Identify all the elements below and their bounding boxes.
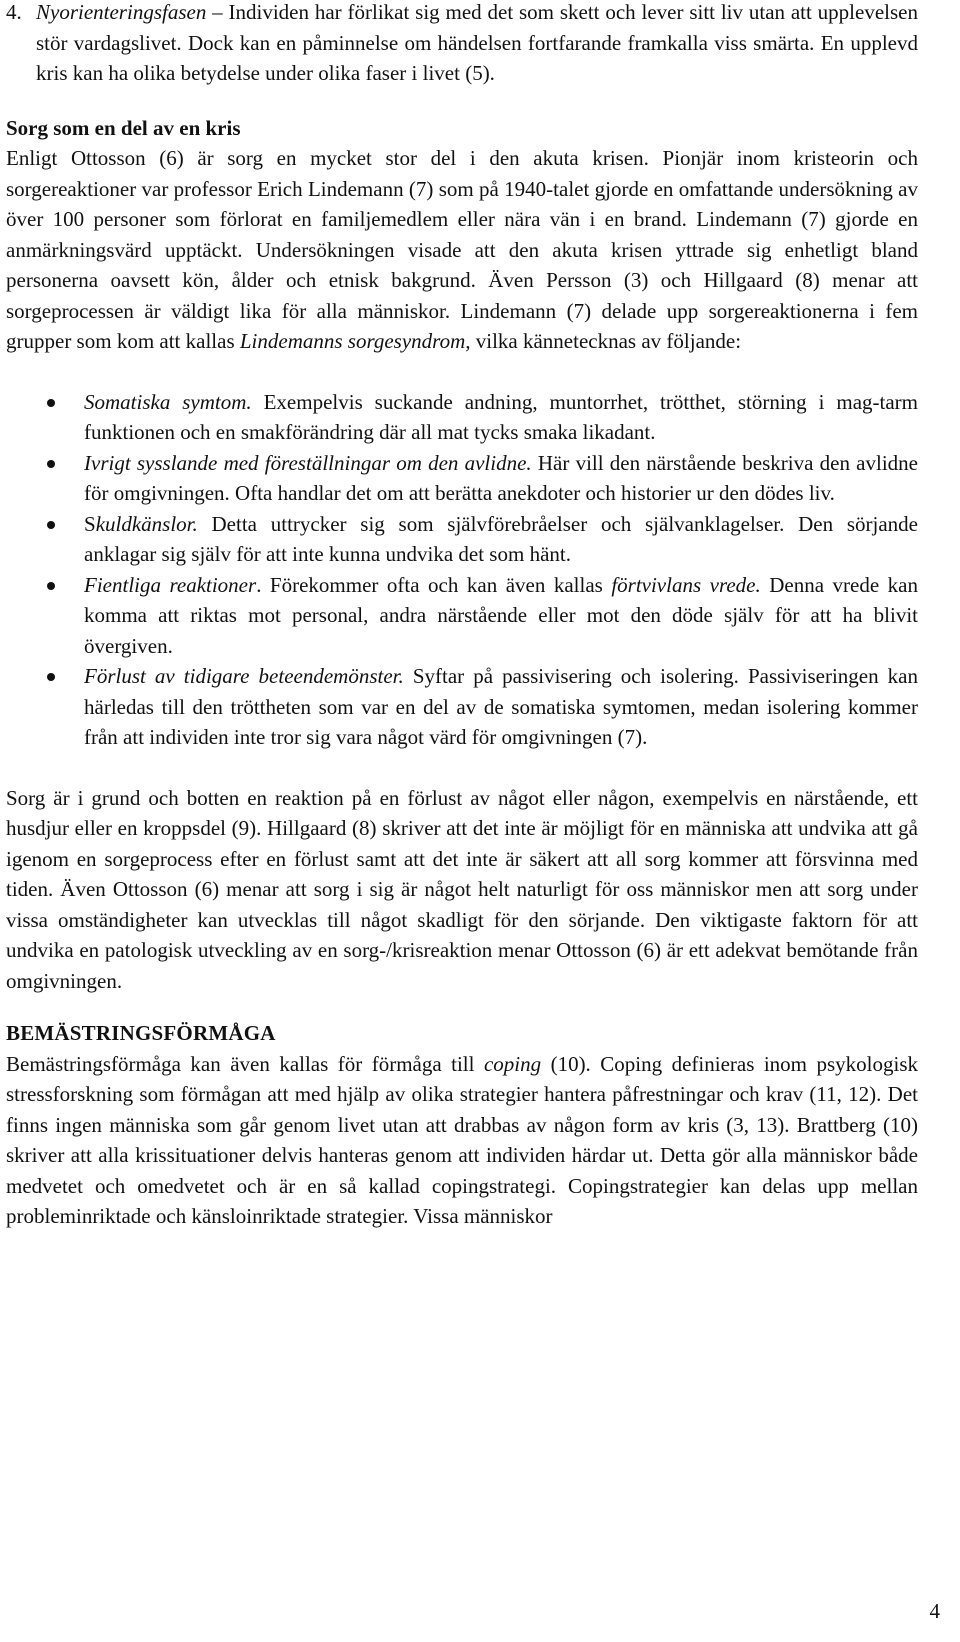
section-heading-sorrow: Sorg som en del av en kris: [6, 115, 241, 140]
paragraph-coping: [6, 1049, 918, 1232]
bullet-icon: [47, 673, 55, 681]
list-item: [6, 509, 918, 570]
section-heading-coping: BEMÄSTRINGSFÖRMÅGA: [6, 1021, 276, 1045]
phase-description: – Individen har förlikat sig med det som skett och lever sitt liv utan att upplevelsen stör vardagslivet. Dock kan en påminnelse om händelsen fortfarande framkalla viss smärta. En upplevd kris kan ha olika betydelse under olika faser i livet (5).: [36, 0, 918, 85]
phase-list-item: [6, 0, 918, 89]
paragraph-coping-start: Bemästringsförmåga kan även kallas för förmåga till: [6, 1051, 484, 1076]
bullet-text: Detta uttrycker sig som självförebråelser och självanklagelser. Den sörjande anklagar sig själv för att inte kunna undvika det som hänt.: [84, 511, 918, 566]
coping-term: coping: [483, 1051, 542, 1076]
bullet-text: Syftar på passivisering och isolering. Passiviseringen kan härledas till den tröttheten som var en del av de somatiska symtomen, medan isolering kommer från att individen inte tror sig vara något värd för omgivningen (7).: [84, 664, 918, 749]
bullet-lead: Somatiska symtom.: [84, 389, 252, 414]
page-number: 4: [929, 1599, 940, 1623]
list-number: 4.: [6, 0, 22, 24]
bullet-icon: [47, 399, 55, 407]
bullet-icon: [47, 582, 55, 590]
bullet-text: Exempelvis suckande andning, muntorrhet, trötthet, störning i mag-tarm funktionen och en smakförändring där all mat tycks smaka likadant.: [84, 389, 918, 444]
bullet-lead: Fientliga reaktioner: [84, 572, 257, 597]
paragraph-lindemann-end: vilka kännetecknas av följande:: [470, 329, 742, 353]
bullet-icon: [47, 521, 55, 529]
phase-term: Nyorienteringsfasen: [36, 0, 207, 24]
bullet-lead: Ivrigt sysslande med föreställningar om den avlidne.: [84, 450, 532, 475]
bullet-italic-term: förtvivlans vrede.: [611, 572, 761, 597]
bullet-lead-initial: S: [84, 511, 96, 536]
bullet-lead: kuldkänslor.: [95, 511, 198, 536]
bullet-icon: [47, 460, 55, 468]
paragraph-lindemann-text: Enligt Ottosson (6) är sorg en mycket stor del i den akuta krisen. Pionjär inom kristeorin och sorgereaktioner var professor Erich Lindemann (7) som på 1940-talet gjorde en omfattande undersökning av över 100 personer som förlorat en familjemedlem eller nära vän i en brand. Lindemann (7) gjorde en anmärkningsvärd upptäckt. Undersökningen visade att den akuta krisen yttrade sig enhetligt bland personerna oavsett kön, ålder och etnisk bakgrund. Även Persson (3) och Hillgaard (8) menar att sorgeprocessen är väldigt lika för alla människor. Lindemann (7) delade upp sorgereaktionerna i fem grupper som kom att kallas: [6, 146, 918, 353]
list-item: [6, 387, 918, 448]
grief-symptom-list: [6, 387, 918, 753]
bullet-tail: Denna vrede kan komma att riktas mot personal, andra närstående eller mot den döde själv för att ha blivit övergiven.: [84, 572, 919, 658]
lindemann-syndrome-term: Lindemanns sorgesyndrom,: [239, 329, 471, 353]
paragraph-lindemann: [6, 143, 918, 357]
bullet-lead: Förlust av tidigare beteendemönster.: [84, 664, 404, 688]
bullet-text: . Förekommer ofta och kan även kallas: [256, 572, 612, 597]
list-item: [6, 448, 918, 509]
list-item: [6, 661, 918, 753]
list-item: [6, 570, 918, 662]
bullet-text: Här vill den närstående beskriva den avlidne för omgivningen. Ofta handlar det om att berätta anekdoter och historier ur den dödes liv.: [84, 450, 918, 505]
document-page: [6, 0, 918, 1232]
paragraph-coping-end: (10). Coping definieras inom psykologisk stressforskning som förmågan att med hjälp av olika strategier hantera påfrestningar och krav (11, 12). Det finns ingen människa som går genom livet utan att drabbas av någon form av kris (3, 13). Brattberg (10) skriver att alla krissituationer delvis hanteras genom att individen härdar ut. Detta gör alla människor både medvetet och omedvetet och är en så kallad copingstrategi. Copingstrategier kan delas upp mellan probleminriktade och känsloinriktade strategier. Vissa människor: [6, 1051, 918, 1228]
paragraph-sorrow-reaction: Sorg är i grund och botten en reaktion på en förlust av något eller någon, exempelvis en närstående, ett husdjur eller en kroppsdel (9). Hillgaard (8) skriver att det inte är möjligt för en människa att undvika att gå igenom en sorgeprocess efter en förlust samt att det inte är säkert att all sorg kommer att försvinna med tiden. Även Ottosson (6) menar att sorg i sig är något helt naturligt för oss människor men att sorg under vissa omständigheter kan utvecklas till något skadligt för den sörjande. Den viktigaste faktorn för att undvika en patologisk utveckling av en sorg-/krisreaktion menar Ottosson (6) är ett adekvat bemötande från omgivningen.: [6, 785, 918, 993]
